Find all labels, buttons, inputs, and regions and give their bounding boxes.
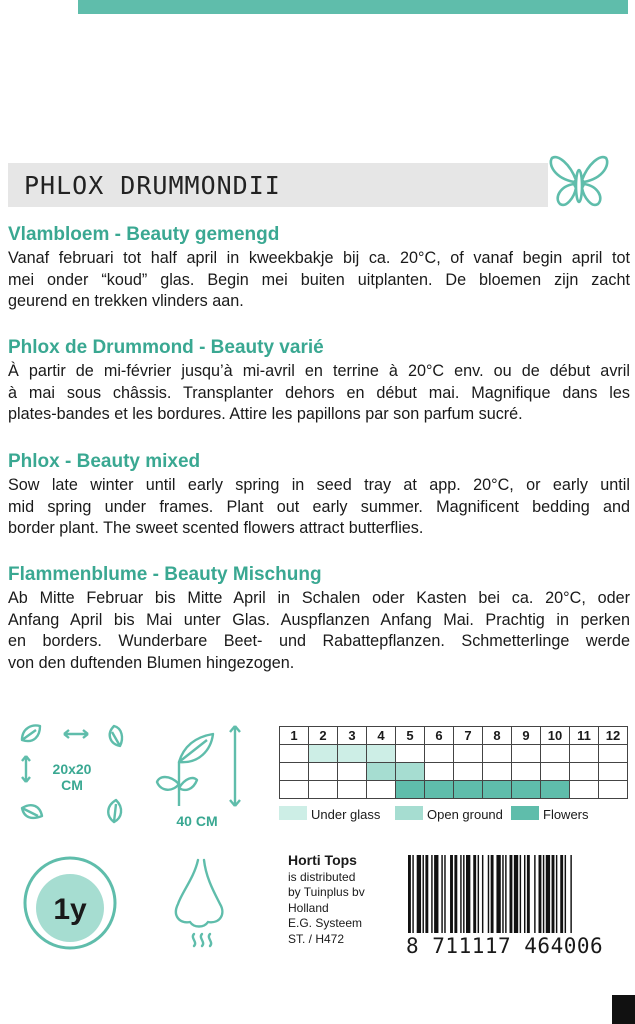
calendar-cell: [454, 781, 483, 799]
section-text-line: Ab Mitte Februar bis Mitte April in Schalen oder Kasten bei ca. 20°C, oder: [8, 589, 630, 607]
calendar-cell: [570, 763, 599, 781]
legend-label: Flowers: [543, 807, 589, 822]
barcode-bar: [434, 855, 438, 933]
distributor-line: is distributed: [288, 869, 356, 884]
barcode-bar: [460, 855, 461, 933]
barcode-bar: [473, 855, 476, 933]
barcode-bar: [466, 855, 470, 933]
calendar-cell: [599, 745, 628, 763]
calendar-cell: [338, 745, 367, 763]
section-text: [8, 361, 630, 426]
distributor-info: [288, 853, 398, 947]
calendar-cell: [541, 763, 570, 781]
month-label: 10: [541, 727, 570, 745]
top-accent-bar: [78, 0, 628, 14]
calendar-cell: [280, 763, 309, 781]
month-label: 2: [309, 727, 338, 745]
month-label: 4: [367, 727, 396, 745]
section-text: [8, 588, 630, 674]
distributor-line: E.G. Systeem: [288, 916, 363, 930]
barcode-bar: [408, 855, 411, 933]
spacing-icon: [16, 722, 126, 832]
section-text-line: en borders. Wunderbare Beet- und Rabattepflanzen. Schmetterlinge werde: [8, 632, 630, 650]
barcode-bar: [441, 855, 442, 933]
barcode-bar: [425, 855, 428, 933]
calendar-cell: [570, 781, 599, 799]
calendar-header-row: [280, 727, 628, 745]
legend-label: Under glass: [311, 807, 381, 822]
calendar-row-under-glass: [280, 745, 628, 763]
calendar-row-flowers: [280, 781, 628, 799]
distributor-line: ST. / H472: [288, 931, 345, 946]
barcode-bar: [552, 855, 555, 933]
calendar-cell: [483, 745, 512, 763]
legend-swatch: [279, 806, 307, 820]
barcode-bar: [482, 855, 483, 933]
barcode-bar: [556, 855, 557, 933]
barcode-number: 8 711117 464006: [406, 934, 604, 958]
calendar-cell: [396, 781, 425, 799]
calendar-cell: [512, 781, 541, 799]
calendar-cell: [599, 763, 628, 781]
nose-scent-icon: [172, 858, 234, 953]
month-label: 8: [483, 727, 512, 745]
section-text: [8, 248, 630, 313]
calendar-cell: [367, 781, 396, 799]
section-text-line: von den duftenden Blumen hingezogen.: [8, 653, 295, 672]
calendar-cell: [454, 745, 483, 763]
calendar-cell: [425, 745, 454, 763]
calendar-cell: [454, 763, 483, 781]
calendar-cell: [280, 745, 309, 763]
barcode-bar: [502, 855, 503, 933]
calendar-cell: [541, 745, 570, 763]
section-text-line: border plant. The sweet scented flowers attract butterflies.: [8, 519, 424, 537]
month-label: 11: [570, 727, 599, 745]
barcode-bar: [431, 855, 432, 933]
calendar-cell: [396, 745, 425, 763]
calendar-cell: [309, 745, 338, 763]
calendar-cell: [367, 763, 396, 781]
barcode-bar: [496, 855, 500, 933]
barcode-bar: [463, 855, 464, 933]
section-text-line: geurend en trekken vlinders aan.: [8, 292, 244, 310]
barcode-bar: [570, 855, 571, 933]
legend-label: Open ground: [427, 807, 503, 822]
barcode-bar: [546, 855, 550, 933]
calendar-cell: [483, 781, 512, 799]
section-text-line: à mai sous châssis. Transplanter dehors en début mai. Magnifique dans les: [8, 383, 630, 402]
barcode-bar: [505, 855, 506, 933]
section-text-line: Vanaf februari tot half april in kweekbakje bij ca. 20°C, of vanaf begin april tot: [8, 249, 630, 267]
barcode-bar: [543, 855, 544, 933]
distributor-brand: Horti Tops: [288, 852, 357, 868]
latin-name: PHLOX DRUMMONDII: [24, 171, 281, 200]
corner-mark: [612, 995, 635, 1024]
calendar-cell: [280, 781, 309, 799]
barcode-bar: [478, 855, 479, 933]
month-label: 1: [280, 727, 309, 745]
barcode-bar: [488, 855, 489, 933]
barcode-bar: [527, 855, 530, 933]
calendar-cell: [309, 763, 338, 781]
spacing-value-line1: 20x20: [52, 761, 92, 777]
barcode-bar: [417, 855, 421, 933]
calendar-cell: [396, 763, 425, 781]
barcode: [406, 855, 628, 935]
barcode-bar: [444, 855, 445, 933]
month-label: 5: [396, 727, 425, 745]
section-text-line: À partir de mi-février jusqu’à mi-avril en terrine à 20°C env. ou de début avril: [8, 362, 630, 380]
description-section: [8, 451, 630, 540]
butterfly-icon: [548, 150, 610, 214]
calendar-cell: [483, 763, 512, 781]
barcode-bar: [565, 855, 566, 933]
month-label: 3: [338, 727, 367, 745]
month-label: 7: [454, 727, 483, 745]
section-text-line: mei onder “koud” glas. Begin mei buiten uitplanten. De bloemen zijn zacht: [8, 270, 630, 289]
legend-swatch: [511, 806, 539, 820]
calendar-row-open-ground: [280, 763, 628, 781]
calendar-cell: [367, 745, 396, 763]
calendar-cell: [541, 781, 570, 799]
section-text-line: Anfang April bis Mai unter Glas. Auspflanzen Anfang Mai. Prachtig in perken: [8, 610, 630, 629]
calendar-cell: [512, 763, 541, 781]
description-section: [8, 224, 630, 313]
lifecycle-icon: [20, 853, 120, 953]
latin-name-banner: [8, 163, 548, 207]
height-value: 40 CM: [176, 813, 218, 829]
barcode-bar: [423, 855, 424, 933]
calendar-cell: [338, 763, 367, 781]
section-title: Phlox - Beauty mixed: [8, 451, 201, 472]
calendar-cell: [309, 781, 338, 799]
barcode-bar: [514, 855, 518, 933]
spacing-value-line2: CM: [61, 777, 83, 793]
section-title: Phlox de Drummond - Beauty varié: [8, 337, 324, 358]
barcode-bar: [450, 855, 453, 933]
barcode-bar: [524, 855, 525, 933]
barcode-bar: [539, 855, 542, 933]
calendar-cell: [599, 781, 628, 799]
section-title: Flammenblume - Beauty Mischung: [8, 564, 322, 585]
description-section: [8, 564, 630, 674]
height-icon: [155, 722, 255, 832]
legend-swatch: [395, 806, 423, 820]
section-text-line: mid spring under frames. Plant out early summer. Magnificent bedding and: [8, 497, 630, 516]
barcode-bar: [534, 855, 535, 933]
lifecycle-label: 1y: [53, 893, 87, 926]
description-section: [8, 337, 630, 426]
calendar-cell: [512, 745, 541, 763]
calendar-cell: [425, 781, 454, 799]
barcode-bar: [560, 855, 563, 933]
barcode-bar: [510, 855, 513, 933]
sowing-calendar: [279, 726, 628, 799]
calendar-cell: [338, 781, 367, 799]
section-title: Vlambloem - Beauty gemengd: [8, 224, 280, 245]
distributor-line: Holland: [288, 900, 329, 915]
barcode-bar: [412, 855, 413, 933]
barcode-bar: [491, 855, 494, 933]
section-text-line: plates-bandes et les bordures. Attire les papillons par son parfum sucré.: [8, 405, 523, 423]
month-label: 9: [512, 727, 541, 745]
calendar-cell: [570, 745, 599, 763]
barcode-bar: [454, 855, 457, 933]
calendar-cell: [425, 763, 454, 781]
barcode-bar: [520, 855, 521, 933]
month-label: 6: [425, 727, 454, 745]
section-text-line: Sow late winter until early spring in seed tray at app. 20°C, or early until: [8, 476, 630, 494]
section-text: [8, 475, 630, 540]
month-label: 12: [599, 727, 628, 745]
distributor-line: by Tuinplus bv: [288, 885, 365, 899]
